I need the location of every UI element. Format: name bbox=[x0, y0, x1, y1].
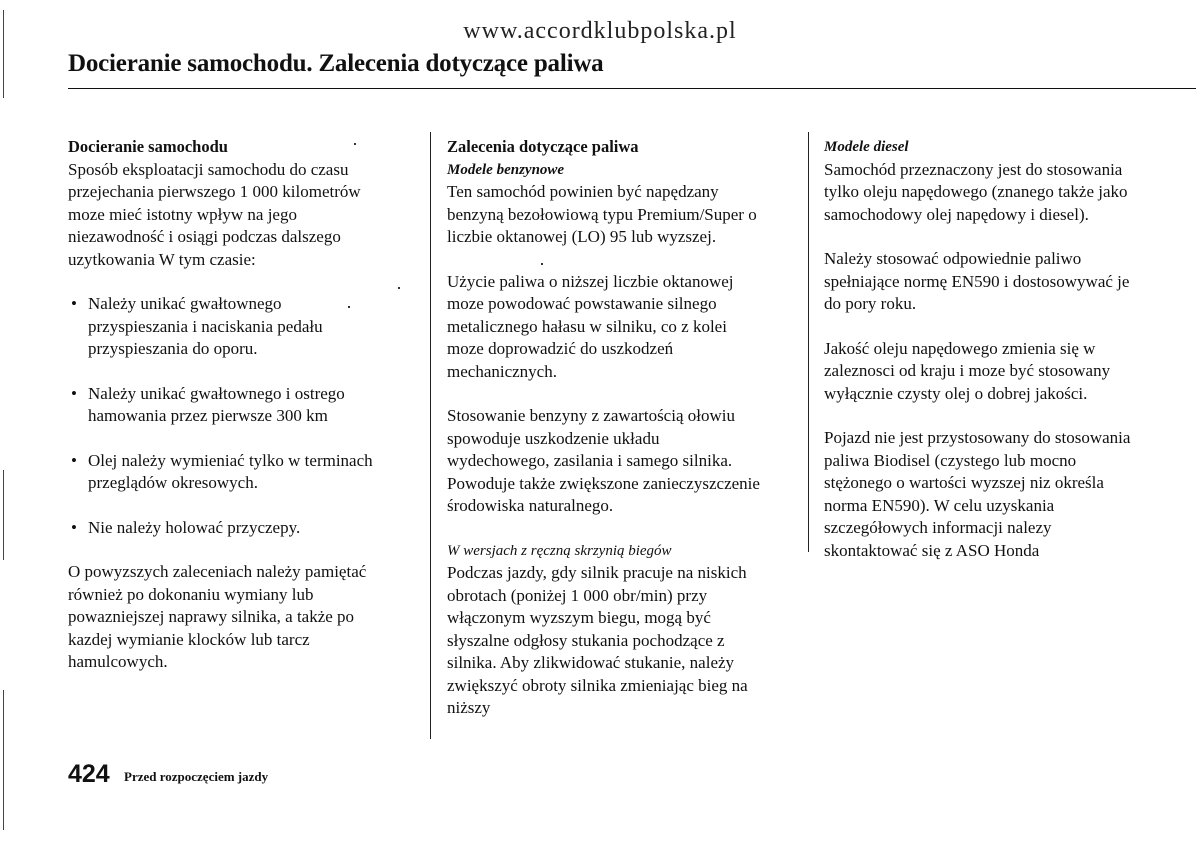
text-line: Użycie paliwa o niższej liczbie oktanowej bbox=[447, 271, 734, 291]
title-divider bbox=[68, 88, 1196, 89]
column-fuel-diesel bbox=[824, 136, 1174, 562]
column-divider bbox=[430, 132, 431, 739]
scan-edge-mark bbox=[3, 470, 4, 560]
text-line: skontaktować się z ASO Honda bbox=[824, 540, 1040, 560]
intro-line: niezawodność i osiągi podczas dalszego bbox=[68, 227, 341, 246]
outro-line: również po dokonaniu wymiany lub bbox=[68, 584, 314, 604]
subheading: Modele diesel bbox=[824, 139, 909, 155]
bullet-line: hamowania przez pierwsze 300 km bbox=[88, 406, 328, 425]
text-line: zaleznosci od kraju i moze być stosowany bbox=[824, 361, 1111, 380]
column-fuel-petrol bbox=[447, 136, 802, 720]
intro-line: uzytkowania W tym czasie: bbox=[68, 249, 256, 269]
text-line: włączonym wyzszym biegu, mogą być bbox=[447, 608, 711, 627]
outro-line: kazdej wymianie klocków lub tarcz bbox=[68, 629, 310, 649]
text-line: słyszalne odgłosy stukania pochodzące z bbox=[447, 630, 725, 650]
text-line: spełniające normę EN590 i dostosowywać je bbox=[824, 271, 1130, 291]
text-line: Jakość oleju napędowego zmienia się w bbox=[824, 338, 1096, 358]
text-line: szczegółowych informacji nalezy bbox=[824, 518, 1052, 537]
page-title: Docieranie samochodu. Zalecenia dotyczące paliwa bbox=[68, 50, 604, 77]
section-heading: Zalecenia dotyczące paliwa bbox=[447, 137, 639, 156]
bullet-item bbox=[68, 383, 413, 428]
bullet-line: Należy unikać gwałtownego bbox=[88, 294, 282, 313]
text-line: Ten samochód powinien być napędzany bbox=[447, 182, 719, 201]
footer-section-title: Przed rozpoczęciem jazdy bbox=[124, 769, 269, 784]
column-divider bbox=[808, 132, 809, 552]
subheading: Modele benzynowe bbox=[447, 161, 565, 178]
text-line: Pojazd nie jest przystosowany do stosowania bbox=[824, 428, 1131, 447]
bullet-line: przyspieszania do oporu. bbox=[88, 339, 258, 358]
bullet-line: Olej należy wymieniać tylko w terminach bbox=[88, 450, 373, 470]
text-line: spowoduje uszkodzenie układu bbox=[447, 428, 660, 448]
text-line: Samochód przeznaczony jest do stosowania bbox=[824, 159, 1123, 179]
text-line: niższy bbox=[447, 698, 491, 717]
bullet-item bbox=[68, 293, 413, 361]
intro-line: Sposób eksploatacji samochodu do czasu bbox=[68, 159, 349, 179]
text-line: wyłącznie czysty olej o dobrej jakości. bbox=[824, 383, 1088, 403]
bullet-line: Należy unikać gwałtownego i ostrego bbox=[88, 383, 345, 403]
text-line: liczbie oktanowej (LO) 95 lub wyzszej. bbox=[447, 227, 717, 246]
text-line: zwiększyć obroty silnika zmieniając bieg na bbox=[447, 675, 748, 695]
subheading: W wersjach z ręczną skrzynią biegów bbox=[447, 542, 672, 559]
text-line: Stosowanie benzyny z zawartością ołowiu bbox=[447, 406, 735, 425]
bullet-line: przyspieszania i naciskania pedału bbox=[88, 316, 323, 336]
column-running-in bbox=[68, 136, 413, 674]
bullet-dot: • bbox=[71, 517, 77, 537]
text-line: Należy stosować odpowiednie paliwo bbox=[824, 249, 1082, 268]
bullet-dot: • bbox=[71, 383, 77, 403]
text-line: do pory roku. bbox=[824, 294, 917, 313]
text-line: mechanicznych. bbox=[447, 361, 557, 381]
text-line: wydechowego, zasilania i samego silnika. bbox=[447, 451, 733, 470]
text-line: moze powodować powstawanie silnego bbox=[447, 294, 717, 313]
text-line: metalicznego hałasu w silniku, co z kolei bbox=[447, 316, 727, 336]
text-line: Podczas jazdy, gdy silnik pracuje na niskich bbox=[447, 563, 747, 582]
intro-line: przejechania pierwszego 1 000 kilometrów bbox=[68, 182, 361, 201]
outro-line: powazniejszej naprawy silnika, a także po bbox=[68, 607, 355, 626]
outro-line: hamulcowych. bbox=[68, 652, 168, 671]
bullet-item bbox=[68, 450, 413, 495]
text-line: samochodowy olej napędowy i diesel). bbox=[824, 204, 1089, 224]
page-number: 424 bbox=[68, 760, 110, 788]
bullet-line: przeglądów okresowych. bbox=[88, 473, 258, 492]
text-line: norma EN590). W celu uzyskania bbox=[824, 495, 1055, 515]
bullet-dot: • bbox=[71, 294, 77, 313]
text-line: paliwa Biodisel (czystego lub mocno bbox=[824, 450, 1077, 470]
bullet-item bbox=[68, 517, 413, 540]
text-line: środowiska naturalnego. bbox=[447, 496, 614, 515]
bullet-dot: • bbox=[71, 450, 77, 470]
section-heading: Docieranie samochodu bbox=[68, 137, 228, 156]
text-line: benzyną bezołowiową typu Premium/Super o bbox=[447, 204, 757, 224]
watermark: www.accordklubpolska.pl bbox=[463, 18, 737, 44]
text-line: tylko oleju napędowego (znanego także jako bbox=[824, 182, 1128, 201]
text-line: obrotach (poniżej 1 000 obr/min) przy bbox=[447, 585, 708, 605]
bullet-line: Nie należy holować przyczepy. bbox=[88, 517, 301, 537]
outro-line: O powyzszych zaleceniach należy pamiętać bbox=[68, 562, 367, 581]
text-line: Powoduje także zwiększone zanieczyszczenie bbox=[447, 473, 760, 493]
text-line: silnika. Aby zlikwidować stukanie, należy bbox=[447, 653, 735, 672]
scan-edge-mark bbox=[3, 690, 4, 830]
intro-line: moze mieć istotny wpływ na jego bbox=[68, 204, 297, 224]
text-line: stężonego o wartości wyzszej niz określa bbox=[824, 473, 1104, 492]
text-line: moze doprowadzić do uszkodzeń bbox=[447, 339, 674, 358]
